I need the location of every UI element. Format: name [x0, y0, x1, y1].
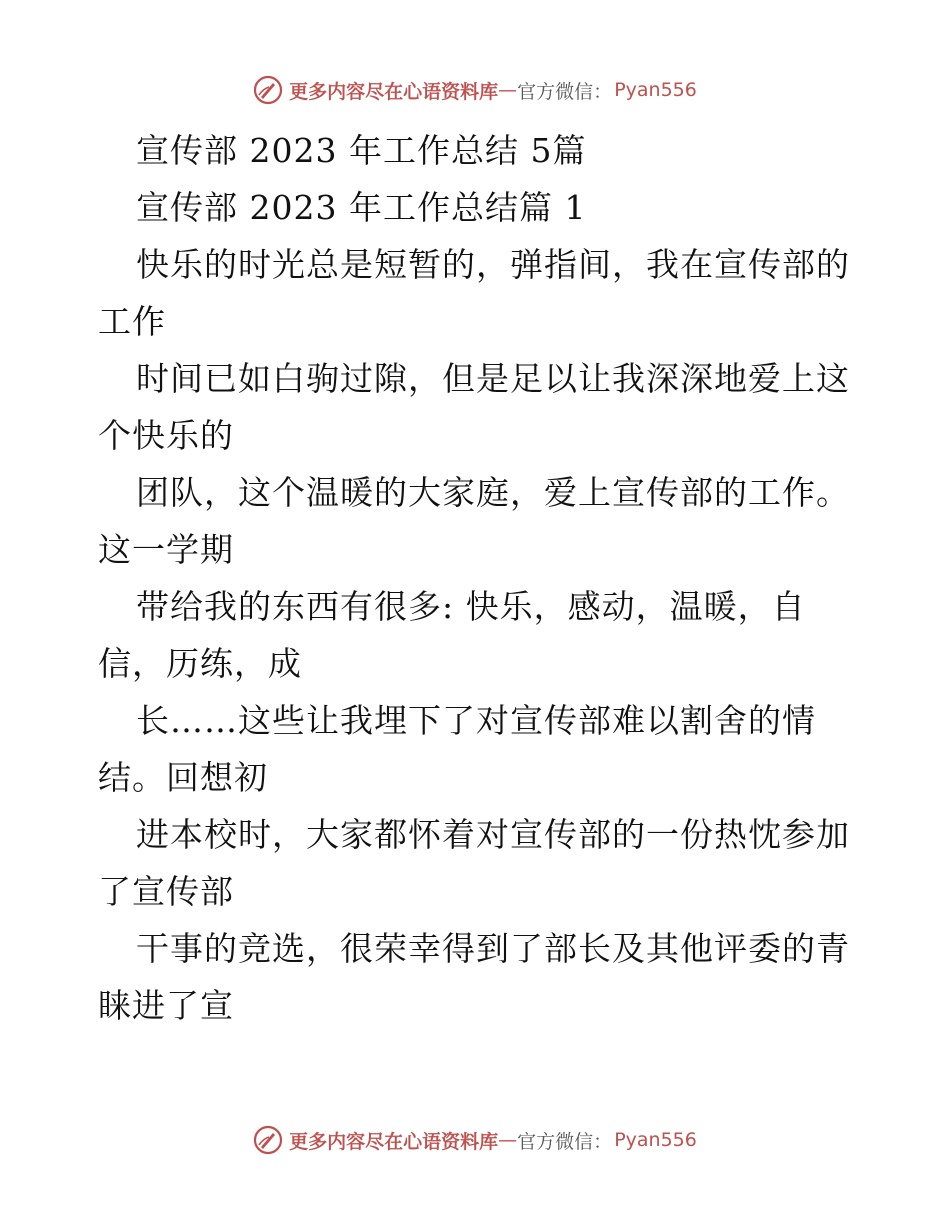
body-paragraph: 快乐的时光总是短暂的，弹指间，我在宣传部的工作 — [98, 245, 850, 341]
body-paragraph: 时间已如白驹过隙，但是足以让我深深地爱上这个快乐的 — [98, 359, 850, 455]
header-watermark — [0, 72, 950, 108]
body-paragraph: 干事的竞选，很荣幸得到了部长及其他评委的青睐进了宣 — [98, 929, 850, 1025]
watermark-wechat-id: Pyan556 — [614, 1129, 697, 1151]
document-body — [98, 122, 868, 1034]
quill-logo-icon — [253, 75, 283, 105]
watermark-separator: — — [498, 79, 518, 101]
body-paragraph: 进本校时，大家都怀着对宣传部的一份热忱参加了宣传部 — [98, 815, 850, 911]
body-paragraph: 带给我的东西有很多: 快乐，感动，温暖，自信，历练，成 — [98, 587, 806, 683]
document-title: 宣传部 2023 年工作总结 5篇 — [136, 131, 587, 170]
quill-logo-icon — [253, 1125, 283, 1155]
footer-watermark — [0, 1122, 950, 1158]
watermark-wechat-label: 官方微信： — [517, 1130, 613, 1153]
body-paragraph: 团队，这个温暖的大家庭，爱上宣传部的工作。这一学期 — [98, 473, 850, 569]
watermark-main-text: 更多内容尽在心语资料库 — [289, 1130, 499, 1153]
section-title: 宣传部 2023 年工作总结篇 1 — [136, 188, 587, 227]
body-paragraph: 长……这些让我埋下了对宣传部难以割舍的情结。回想初 — [98, 701, 816, 797]
watermark-main-text: 更多内容尽在心语资料库 — [289, 80, 499, 103]
watermark-separator: — — [498, 1129, 518, 1151]
watermark-wechat-id: Pyan556 — [614, 79, 697, 101]
watermark-wechat-label: 官方微信： — [517, 80, 613, 103]
